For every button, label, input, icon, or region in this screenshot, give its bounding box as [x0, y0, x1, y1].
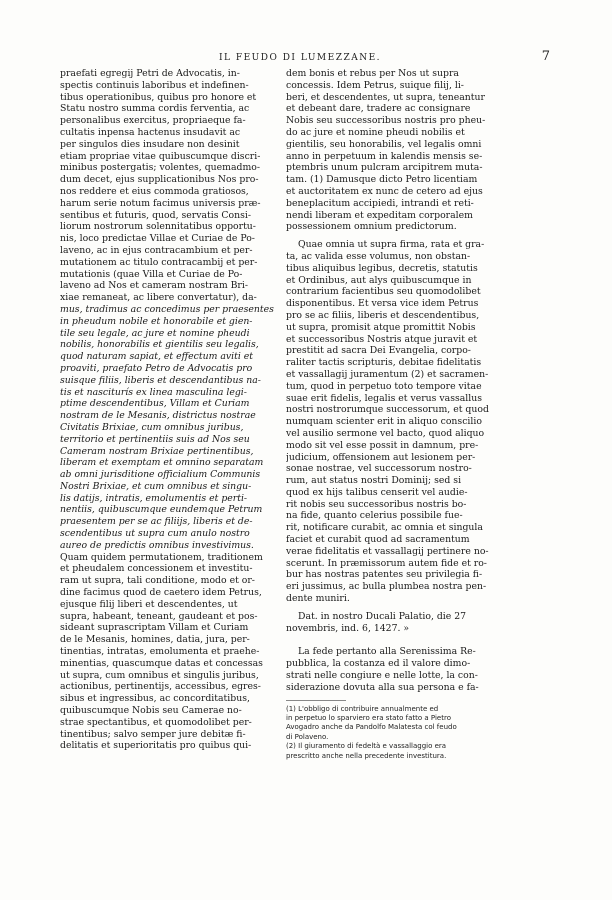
footnote-line: (1) L'obbligo di contribuire annualmente ed: [286, 704, 439, 713]
text-line: etiam propriae vitae quibuscumque discri-: [60, 150, 261, 162]
text-line: scendentibus ut supra cum anulo nostro: [60, 528, 250, 540]
text-line: bur has nostras patentes seu privilegia fi-: [286, 569, 483, 581]
text-line: prestitit ad sacra Dei Evangelia, corpo-: [286, 345, 471, 357]
text-line: pubblica, la costanza ed il valore dimo-: [286, 658, 471, 670]
text-line: harum serie notum facimus universis præ-: [60, 197, 261, 209]
text-line: in pheudum nobile et honorabile et gien-: [60, 315, 253, 327]
text-line: strati nelle congiure e nelle lotte, la con-: [286, 670, 478, 682]
text-line: dine facimus quod de caetero idem Petrus,: [60, 587, 262, 599]
text-line: nostram de le Mesanis, districtus nostrae: [60, 410, 256, 422]
text-line: raliter tactis scripturis, debitae fidelitatis: [286, 357, 482, 369]
text-line: Quae omnia ut supra firma, rata et gra-: [298, 239, 485, 251]
text-line: tum, quod in perpetuo toto tempore vitae: [286, 380, 482, 392]
text-line: cultatis inpensa hactenus insudavit ac: [60, 126, 241, 138]
text-line: na fide, quanto celerius possibile fue-: [286, 510, 463, 522]
text-line: laveno ad Nos et cameram nostram Bri-: [60, 280, 248, 292]
text-line: contrarium facientibus seu quomodolibet: [286, 286, 481, 298]
text-line: minibus postergatis; volentes, quemadmo-: [60, 162, 261, 174]
text-line: strae spectantibus, et quomodolibet per-: [60, 716, 252, 728]
text-line: possessionem omnium predictorum.: [286, 221, 457, 233]
text-line: ptime descendentibus, Villam et Curiam: [60, 398, 250, 410]
text-line: xiae remaneat, ac libere convertatur), da-: [60, 292, 257, 304]
text-line: rit nobis seu successoribus nostris bo-: [286, 498, 467, 510]
text-line: mutationis (quae Villa et Curiae de Po-: [60, 268, 243, 280]
text-line: nostri nostrorumque successorum, et quod: [286, 404, 489, 416]
text-line: minentias, quascumque datas et concessas: [60, 657, 263, 669]
text-line: tam. (1) Damusque dicto Petro licentiam: [286, 174, 478, 186]
running-title: IL FEUDO DI LUMEZZANE.: [218, 53, 382, 63]
text-line: sibus et ingressibus, ac concorditatibus,: [60, 693, 250, 705]
text-line: ab omni jurisditione officialium Communis: [60, 469, 261, 481]
text-line: tile seu legale, ac jure et nomine pheudi: [60, 327, 250, 339]
text-line: anno in perpetuum in kalendis mensis se-: [286, 150, 483, 162]
text-line: mutationem ac titulo contracambij et per-: [60, 256, 258, 268]
text-line: tis et nasciturís ex linea masculina legi-: [60, 386, 247, 398]
text-line: concessis. Idem Petrus, suique filij, li-: [286, 79, 464, 91]
text-line: delitatis et superioritatis pro quibus qui-: [60, 740, 252, 752]
text-line: verae fidelitatis et vassallagij pertinere no-: [286, 545, 489, 557]
text-line: liberam et exemptam et omnino separatam: [60, 457, 264, 469]
page-number: 7: [541, 49, 550, 64]
footnote-line: (2) Il giuramento di fedeltà e vassallaggio era: [286, 742, 447, 751]
text-line: territorio et pertinentiis suis ad Nos seu: [60, 433, 250, 445]
text-line: sentibus et futuris, quod, servatis Consi-: [60, 209, 252, 221]
text-line: disponentibus. Et versa vice idem Petrus: [286, 298, 479, 310]
text-line: nentiis, quibuscumque eundemque Petrum: [60, 504, 263, 516]
text-line: rum, aut status nostri Dominij; sed si: [286, 475, 462, 487]
text-line: do ac jure et nomine pheudi nobilis et: [286, 126, 465, 138]
text-line: de le Mesanis, homines, datia, jura, per-: [60, 634, 250, 646]
text-line: rit, notificare curabit, ac omnia et singula: [286, 522, 483, 534]
text-line: proaviti, praefato Petro de Advocatis pro: [60, 362, 253, 374]
text-line: vel ausilio sermone vel bacto, quod aliquo: [286, 427, 485, 439]
text-line: suisque filiis, liberis et descendantibus na-: [60, 374, 261, 386]
text-line: tibus aliquibus legibus, decretis, statutis: [286, 262, 478, 274]
text-line: aureo de predictis omnibus investivimus.: [60, 539, 254, 551]
text-line: La fede pertanto alla Serenissima Re-: [298, 646, 476, 658]
text-line: quibuscumque Nobis seu Camerae no-: [60, 705, 242, 717]
left-column: [60, 68, 276, 752]
text-line: judicium, offensionem aut lesionem per-: [286, 451, 476, 463]
text-line: quod naturam sapiat, et effectum aviti et: [60, 351, 254, 363]
text-line: eri jussimus, ac bulla plumbea nostra pen-: [286, 581, 487, 593]
text-line: dem bonis et rebus per Nos ut supra: [286, 68, 459, 79]
text-line: nendi liberam et expeditam corporalem: [286, 209, 473, 221]
text-line: sideant suprascriptam Villam et Curiam: [60, 622, 249, 634]
text-line: beri, et descendentes, ut supra, teneantur: [286, 91, 485, 103]
text-line: Civitatis Brixiae, cum omnibus juribus,: [60, 421, 244, 433]
text-line: lis datijs, intratis, emolumentis et perti-: [60, 492, 248, 504]
text-line: spectis continuis laboribus et indefinen-: [60, 79, 249, 91]
text-line: tinentias, intratas, emolumenta et praehe-: [60, 646, 260, 658]
text-line: et vassallagij juramentum (2) et sacramen-: [286, 368, 489, 380]
text-line: novembris, ind. 6, 1427. »: [286, 622, 410, 634]
text-line: et auctoritatem ex nunc de cetero ad ejus: [286, 185, 483, 197]
text-line: Cameram nostram Brixiae pertinentibus,: [60, 445, 254, 457]
text-line: sonae nostrae, vel successorum nostro-: [286, 463, 472, 475]
text-line: Nostri Brixiae, et cum omnibus et singu-: [60, 480, 252, 492]
text-line: gientilis, seu honorabilis, vel legalis omni: [286, 138, 482, 150]
text-line: pro se ac filiis, liberis et descendentibus,: [286, 309, 480, 321]
text-line: personalibus exercitus, propriaeque fa-: [60, 115, 246, 127]
text-line: Nobis seu successoribus nostris pro pheu-: [286, 115, 486, 127]
text-line: tinentibus; salvo semper jure debitæ fi-: [60, 728, 246, 740]
text-line: tibus operationibus, quibus pro honore et: [60, 91, 257, 103]
text-line: supra, habeant, teneant, gaudeant et pos-: [60, 610, 258, 622]
text-line: Statu nostro summa cordis ferventia, ac: [60, 103, 250, 115]
text-line: et pheudalem concessionem et investitu-: [60, 563, 253, 575]
text-line: ta, ac valida esse volumus, non obstan-: [286, 250, 471, 262]
text-line: suae erit fidelis, legalis et verus vassallus: [286, 392, 482, 404]
text-line: ejusque filij liberi et descendentes, ut: [60, 598, 238, 610]
text-line: ut supra, cum omnibus et singulis juribus,: [60, 669, 259, 681]
text-line: actionibus, pertinentijs, accessibus, egres-: [60, 681, 261, 693]
footnote-line: prescritto anche nella precedente investitura.: [286, 751, 447, 760]
text-line: dum decet, ejus supplicationibus Nos pro-: [60, 174, 259, 186]
text-line: laveno, ac in ejus contracambium et per-: [60, 244, 253, 256]
footnote-line: in perpetuo lo sparviero era stato fatto a Pietro: [286, 714, 451, 723]
text-line: praesentem per se ac filiijs, liberis et de-: [60, 516, 253, 528]
text-line: et Ordinibus, aut alys quibuscumque in: [286, 274, 472, 286]
text-line: ptembris unum pulcram arcipitrem muta-: [286, 162, 483, 174]
text-line: per singulos dies insudare non desinit: [60, 138, 240, 150]
text-line: nobilis, honorabilis et gientilis seu legalis,: [60, 339, 259, 351]
text-line: scerunt. In præmissorum autem fide et ro-: [286, 557, 487, 569]
text-line: faciet et curabit quod ad sacramentum: [286, 534, 470, 546]
text-line: nos reddere et eius commoda gratiosos,: [60, 185, 249, 197]
text-line: quod ex hijs talibus censerit vel audie-: [286, 486, 468, 498]
footnote-rule: [286, 700, 346, 701]
text-line: ut supra, promisit atque promittit Nobis: [286, 321, 476, 333]
right-column: [286, 68, 512, 761]
text-line: et successoribus Nostris atque juravit et: [286, 333, 478, 345]
text-line: ram ut supra, tali conditione, modo et or-: [60, 575, 255, 587]
footnote-line: Avogadro anche da Pandolfo Malatesta col feudo: [286, 723, 457, 732]
text-line: et debeant dare, tradere ac consignare: [286, 103, 471, 115]
text-line: mus, tradimus ac concedimus per praesentes: [60, 303, 274, 315]
text-line: siderazione dovuta alla sua persona e fa-: [286, 681, 479, 693]
text-line: beneplacitum accipiedi, intrandi et reti-: [286, 197, 474, 209]
text-line: nis, loco predictae Villae et Curiae de Po-: [60, 233, 255, 245]
footnote-line: di Polaveno.: [286, 732, 329, 741]
text-line: Quam quidem permutationem, traditionem: [60, 551, 263, 563]
text-line: liorum nostrorum solennitatibus opportu-: [60, 221, 256, 233]
text-line: praefati egregij Petri de Advocatis, in-: [60, 68, 240, 79]
text-line: numquam scienter erit in aliquo conscilio: [286, 416, 482, 428]
text-line: dente muniri.: [286, 593, 350, 605]
text-line: Dat. in nostro Ducali Palatio, die 27: [298, 610, 467, 622]
text-line: modo sit vel esse possit in damnum, pre-: [286, 439, 479, 451]
